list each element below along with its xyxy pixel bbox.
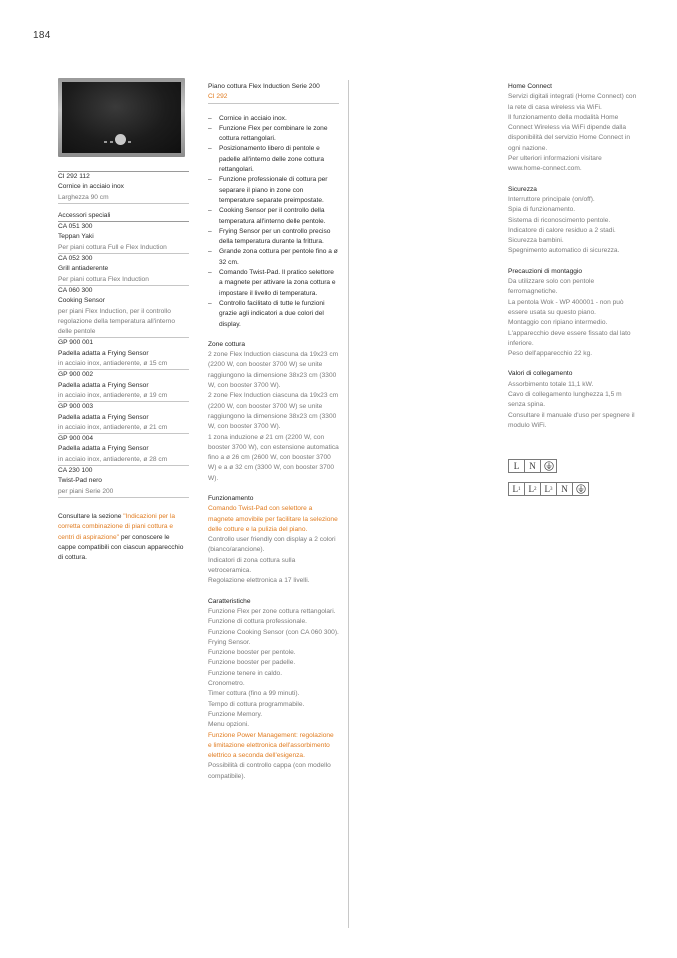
accessory-description: in acciaio inox, antiaderente, ø 28 cm xyxy=(58,455,168,463)
product-name: Cornice in acciaio inox xyxy=(58,183,124,191)
accessory-code: GP 900 002 xyxy=(58,371,94,379)
accessory-description: Per piani cottura Full e Flex Induction xyxy=(58,243,167,251)
page-number: 184 xyxy=(33,30,51,41)
line1-symbol: L 1 xyxy=(508,482,525,496)
accessory-description: per piani Serie 200 xyxy=(58,487,114,495)
feature-item: – Comando Twist-Pad. Il pratico selettore a magnete per attivare la zona cottura e impostare il livello di temperatura. xyxy=(208,268,339,299)
specs-column xyxy=(508,82,638,505)
feature-item: – Frying Sensor per un controllo preciso della temperatura durante la frittura. xyxy=(208,227,339,248)
series-code: CI 292 xyxy=(208,93,228,101)
feature-item: – Controllo facilitato di tutte le funzioni grazie agli indicatori a due colori del display. xyxy=(208,299,339,330)
feature-item: – Posizionamento libero di pentole e padelle all'interno delle zone cottura rettangolari. xyxy=(208,144,339,175)
safety-text: Interruttore principale (on/off). Spia di funzionamento. Sistema di riconoscimento pentole. Indicatore di calore residuo a 2 stadi. Sicurezza bambini. Spegnimento automatico di sicurezza. xyxy=(508,195,620,255)
accessory-name: Padella adatta a Frying Sensor xyxy=(58,349,149,357)
accessory-code: GP 900 004 xyxy=(58,435,94,443)
mounting-text: Da utilizzare solo con pentole ferromagnetiche. La pentola Wok - WP 400001 - non può essere usata su questo piano. Montaggio con ripiano intermedio. L'apparecchio deve essere fissato dal lato inferiore. Peso dell'apparecchio 22 kg. xyxy=(508,278,631,358)
feature-item: – Cooking Sensor per il controllo della temperatura all'interno delle pentole. xyxy=(208,206,339,227)
accessory-name: Twist-Pad nero xyxy=(58,477,102,485)
connection-title: Valori di collegamento xyxy=(508,370,573,378)
accessories-title: Accessori speciali xyxy=(58,211,111,219)
neutral-symbol: N xyxy=(524,459,541,473)
accessory-description: in acciaio inox, antiaderente, ø 19 cm xyxy=(58,391,168,399)
accessory-code: CA 052 300 xyxy=(58,255,93,263)
product-image xyxy=(58,78,185,157)
line-symbol: L xyxy=(508,459,525,473)
characteristics-title: Caratteristiche xyxy=(208,597,251,605)
accessory-code: CA 051 300 xyxy=(58,223,93,231)
feature-item: – Cornice in acciaio inox. xyxy=(208,114,339,124)
accessory-description: in acciaio inox, antiaderente, ø 15 cm xyxy=(58,360,168,368)
three-phase-symbol xyxy=(508,482,638,496)
home-connect-text: Servizi digitali integrati (Home Connect) con la rete di casa wireless via WiFi. Il funzionamento della modalità Home Connect Wireless via WiFi dipende dalla disponibilità del servizio Home Connect in ogni nazione. Per ulteriori informazioni visitare www.home-connect.com. xyxy=(508,93,637,173)
accessory-code: GP 900 003 xyxy=(58,403,94,411)
zones-title: Zone cottura xyxy=(208,340,246,348)
accessories-list xyxy=(58,222,189,498)
feature-item: – Grande zona cottura per pentole fino a ø 32 cm. xyxy=(208,247,339,268)
connection-text: Assorbimento totale 11,1 kW. Cavo di collegamento lunghezza 1,5 m senza spina. Consultare il manuale d'uso per spegnere il modulo WiFi. xyxy=(508,380,635,429)
accessory-name: Padella adatta a Frying Sensor xyxy=(58,413,149,421)
feature-list xyxy=(208,114,339,330)
accessory-code: CA 230 100 xyxy=(58,467,93,475)
characteristics-tail: Possibilità di controllo cappa (con modello compatibile). xyxy=(208,762,331,780)
line2-symbol: L 2 xyxy=(524,482,541,496)
accessory-name: Cooking Sensor xyxy=(58,297,105,305)
column-divider xyxy=(348,80,349,928)
neutral-symbol: N xyxy=(556,482,573,496)
feature-item: – Funzione Flex per combinare le zone cottura rettangolari. xyxy=(208,124,339,145)
feature-item: – Funzione professionale di cottura per separare il piano in zone con temperature separate preimpostate. xyxy=(208,175,339,206)
home-connect-title: Home Connect xyxy=(508,83,552,90)
ground-icon xyxy=(572,482,589,496)
characteristics-highlight: Funzione Power Management: regolazione e limitazione elettronica dell'assorbimento elettrico a seconda dell'esigenza. xyxy=(208,731,334,760)
accessory-code: GP 900 001 xyxy=(58,339,94,347)
compatibility-note: Consultare la sezione "Indicazioni per la corretta combinazione di piani cottura e centri di aspirazione" per conoscere le cappe compatibili con ciascun apparecchio di cottura. xyxy=(58,512,184,562)
characteristics-text: Funzione Flex per zone cottura rettangolari. Funzione di cottura professionale. Funzione Cooking Sensor (con CA 060 300). Frying Sensor. Funzione booster per pentole. Funzione booster per padelle. Funzione tenere in caldo. Cronometro. Timer cottura (fino a 99 minuti). Tempo di cottura programmabile. Funzione Memory. Menu opzioni. xyxy=(208,607,339,729)
accessory-name: Padella adatta a Frying Sensor xyxy=(58,445,149,453)
connection-symbols xyxy=(508,459,638,496)
mounting-title: Precauzioni di montaggio xyxy=(508,267,583,275)
product-code: CI 292 112 xyxy=(58,173,90,180)
accessory-description: in acciaio inox, antiaderente, ø 21 cm xyxy=(58,423,168,431)
accessory-name: Teppan Yaki xyxy=(58,233,94,241)
series-title: Piano cottura Flex Induction Serie 200 xyxy=(208,83,320,90)
accessory-code: CA 060 300 xyxy=(58,286,93,294)
function-title: Funzionamento xyxy=(208,494,254,502)
accessory-description: per piani Flex Induction, per il controllo regolazione della temperatura all'interno delle pentole xyxy=(58,307,176,336)
accessory-name: Padella adatta a Frying Sensor xyxy=(58,381,149,389)
ground-icon xyxy=(540,459,557,473)
function-text: Controllo user friendly con display a 2 colori (bianco/arancione). Indicatori di zona cottura sulla vetroceramica. Regolazione elettronica a 17 livelli. xyxy=(208,536,336,585)
description-column xyxy=(208,82,339,782)
product-column xyxy=(58,78,189,563)
line3-symbol: L 3 xyxy=(540,482,557,496)
zones-text: 2 zone Flex Induction ciascuna da 19x23 cm (2200 W, con booster 3700 W) se unite raggiungono la dimensione 38x23 cm (3300 W, con booster 3700 W). 2 zone Flex Induction ciascuna da 19x23 cm (2200 W, con booster 3700 W) se unite raggiungono la dimensione 38x23 cm (3300 W, con booster 3700 W). 1 zona induzione ø 21 cm (2200 W, con booster 3700 W), con estensione automatica fino a ø 26 cm (2600 W, con booster 3700 W) e a ø 32 cm (3300 W, con booster 3700 W). xyxy=(208,351,339,482)
accessory-description: Per piani cottura Flex Induction xyxy=(58,275,149,283)
accessory-name: Grill antiaderente xyxy=(58,265,109,273)
safety-title: Sicurezza xyxy=(508,185,537,193)
single-phase-symbol xyxy=(508,459,638,473)
product-width: Larghezza 90 cm xyxy=(58,193,109,201)
note-link[interactable]: "Indicazioni per la corretta combinazione di piani cottura e centri di aspirazione" xyxy=(58,512,176,541)
function-highlight: Comando Twist-Pad con selettore a magnete amovibile per facilitare la selezione delle cotture e la pulizia del piano. xyxy=(208,505,338,533)
